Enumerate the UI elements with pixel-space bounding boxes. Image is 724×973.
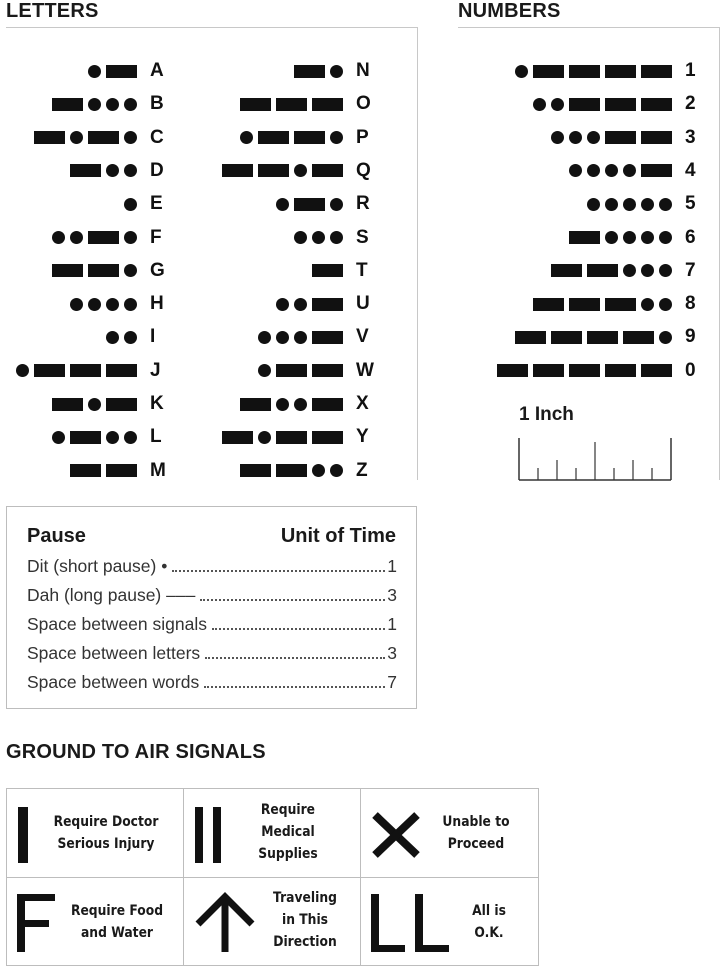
morse-char: 9 bbox=[685, 326, 696, 348]
morse-char: M bbox=[150, 459, 166, 481]
signal-text: Traveling in This Direction bbox=[273, 890, 337, 950]
morse-char: J bbox=[150, 359, 161, 381]
morse-char: W bbox=[356, 359, 374, 381]
morse-code bbox=[452, 264, 672, 278]
morse-dash bbox=[605, 364, 636, 377]
morse-char: A bbox=[150, 60, 164, 81]
morse-code bbox=[452, 164, 672, 178]
signal-cell-traveling bbox=[184, 878, 361, 966]
morse-dot bbox=[551, 98, 564, 111]
morse-char: R bbox=[356, 193, 370, 215]
morse-dot bbox=[605, 198, 618, 211]
morse-dot bbox=[515, 65, 528, 78]
morse-code bbox=[452, 330, 672, 344]
morse-dash bbox=[533, 364, 564, 377]
signal-cell-doctor bbox=[7, 789, 184, 878]
morse-dash bbox=[641, 131, 672, 144]
morse-char: 7 bbox=[685, 259, 696, 281]
morse-dash bbox=[605, 98, 636, 111]
morse-dot bbox=[294, 398, 307, 411]
morse-char: 0 bbox=[685, 359, 696, 381]
morse-dash bbox=[312, 398, 343, 411]
double-bar-icon bbox=[192, 807, 224, 863]
morse-code bbox=[452, 64, 672, 78]
morse-dot bbox=[623, 264, 636, 277]
letters-top-border bbox=[6, 27, 418, 28]
signal-cell-unable bbox=[361, 789, 538, 878]
morse-char: G bbox=[150, 259, 165, 281]
morse-dash bbox=[641, 364, 672, 377]
numbers-heading: NUMBERS bbox=[458, 0, 561, 22]
morse-char: D bbox=[150, 159, 164, 181]
morse-char: C bbox=[150, 126, 164, 148]
morse-code bbox=[123, 430, 343, 444]
morse-dot bbox=[623, 231, 636, 244]
morse-dot bbox=[587, 164, 600, 177]
morse-dot bbox=[587, 198, 600, 211]
morse-dot bbox=[605, 164, 618, 177]
morse-char: H bbox=[150, 293, 164, 315]
morse-dot bbox=[605, 231, 618, 244]
morse-dash bbox=[276, 431, 307, 444]
morse-char: N bbox=[356, 60, 370, 81]
morse-char: 2 bbox=[685, 93, 696, 115]
signals-grid bbox=[6, 788, 539, 966]
morse-dot bbox=[659, 264, 672, 277]
pause-label: Space between words bbox=[27, 672, 200, 692]
ground-to-air-heading: GROUND TO AIR SIGNALS bbox=[6, 741, 266, 763]
morse-row-8 bbox=[0, 292, 724, 316]
morse-code bbox=[123, 464, 343, 478]
single-bar-icon bbox=[15, 807, 31, 863]
morse-dot bbox=[533, 98, 546, 111]
morse-dot bbox=[641, 264, 654, 277]
morse-row-1 bbox=[0, 59, 724, 83]
x-cross-icon bbox=[371, 811, 421, 859]
morse-dot bbox=[587, 131, 600, 144]
numbers-top-border bbox=[458, 27, 720, 28]
letters-heading: LETTERS bbox=[6, 0, 99, 22]
morse-code bbox=[452, 231, 672, 245]
morse-dash bbox=[240, 464, 271, 477]
morse-char: O bbox=[356, 93, 371, 115]
pause-column-header: Pause bbox=[27, 525, 86, 547]
morse-dash bbox=[569, 231, 600, 244]
morse-code bbox=[452, 297, 672, 311]
signal-text: All is O.K. bbox=[472, 903, 506, 941]
morse-dot bbox=[641, 198, 654, 211]
morse-dot bbox=[659, 298, 672, 311]
pause-label: Dit (short pause) • bbox=[27, 556, 168, 576]
morse-char: L bbox=[150, 426, 162, 448]
morse-char: T bbox=[356, 259, 368, 281]
morse-dash bbox=[641, 98, 672, 111]
morse-dash bbox=[605, 131, 636, 144]
morse-dash bbox=[276, 464, 307, 477]
morse-dash bbox=[605, 298, 636, 311]
morse-code bbox=[452, 197, 672, 211]
ruler-label: 1 Inch bbox=[519, 404, 574, 425]
morse-char: Q bbox=[356, 159, 371, 181]
morse-char: Z bbox=[356, 459, 368, 481]
morse-dash bbox=[497, 364, 528, 377]
morse-code bbox=[452, 364, 672, 378]
morse-dash bbox=[533, 298, 564, 311]
signal-text: Require Food and Water bbox=[70, 903, 164, 941]
morse-dash bbox=[587, 331, 618, 344]
morse-dash bbox=[587, 264, 618, 277]
morse-char: K bbox=[150, 393, 164, 414]
morse-char: 3 bbox=[685, 126, 696, 148]
morse-char: U bbox=[356, 293, 370, 315]
morse-dash bbox=[641, 164, 672, 177]
morse-row-4 bbox=[0, 159, 724, 183]
morse-char: X bbox=[356, 393, 369, 414]
f-letter-icon bbox=[15, 894, 57, 952]
morse-dash bbox=[551, 331, 582, 344]
morse-dash bbox=[623, 331, 654, 344]
morse-dot bbox=[641, 231, 654, 244]
pause-row bbox=[27, 640, 397, 664]
morse-char: 6 bbox=[685, 226, 696, 248]
morse-dot bbox=[569, 164, 582, 177]
morse-char: 4 bbox=[685, 159, 696, 181]
morse-row-2 bbox=[0, 92, 724, 116]
morse-char: I bbox=[150, 326, 156, 348]
morse-dot bbox=[258, 431, 271, 444]
pause-label: Space between letters bbox=[27, 643, 201, 663]
morse-dash bbox=[312, 431, 343, 444]
up-arrow-icon bbox=[194, 892, 256, 954]
morse-row-3 bbox=[0, 126, 724, 150]
morse-dot bbox=[641, 298, 654, 311]
pause-row bbox=[27, 582, 397, 606]
unit-column-header: Unit of Time bbox=[280, 525, 396, 547]
morse-dot bbox=[312, 464, 325, 477]
morse-char: V bbox=[356, 326, 369, 348]
morse-char: B bbox=[150, 93, 164, 115]
pause-value: 7 bbox=[387, 672, 397, 692]
morse-row-6 bbox=[0, 226, 724, 250]
pause-table bbox=[6, 506, 417, 709]
morse-dash bbox=[533, 65, 564, 78]
morse-dash bbox=[569, 65, 600, 78]
morse-dash bbox=[222, 431, 253, 444]
signal-cell-ok bbox=[361, 878, 538, 966]
morse-dash bbox=[569, 364, 600, 377]
morse-char: F bbox=[150, 226, 162, 248]
morse-code bbox=[123, 397, 343, 411]
signal-text: Unable to Proceed bbox=[442, 814, 510, 852]
morse-dot bbox=[330, 464, 343, 477]
pause-value: 1 bbox=[387, 556, 397, 576]
pause-row bbox=[27, 553, 397, 577]
morse-dot bbox=[551, 131, 564, 144]
morse-row-0 bbox=[0, 359, 724, 383]
morse-char: E bbox=[150, 193, 163, 215]
morse-dash bbox=[641, 65, 672, 78]
morse-char: Y bbox=[356, 426, 369, 448]
morse-dot bbox=[623, 164, 636, 177]
morse-dash bbox=[515, 331, 546, 344]
morse-row-x bbox=[0, 392, 724, 416]
morse-code bbox=[452, 97, 672, 111]
morse-dot bbox=[659, 198, 672, 211]
morse-char: 8 bbox=[685, 293, 696, 315]
morse-dot bbox=[276, 398, 289, 411]
double-l-icon bbox=[369, 894, 459, 952]
morse-char: 5 bbox=[685, 193, 696, 215]
morse-char: S bbox=[356, 226, 369, 248]
morse-char: P bbox=[356, 126, 369, 148]
pause-label: Space between signals bbox=[27, 614, 207, 634]
pause-value: 1 bbox=[387, 614, 397, 634]
morse-dash bbox=[569, 98, 600, 111]
pause-row bbox=[27, 611, 397, 635]
morse-char: 1 bbox=[685, 60, 696, 81]
morse-dash bbox=[605, 65, 636, 78]
pause-label: Dah (long pause) ––– bbox=[27, 585, 196, 605]
pause-value: 3 bbox=[387, 643, 397, 663]
morse-row-9 bbox=[0, 325, 724, 349]
signal-cell-food bbox=[7, 878, 184, 966]
morse-row-7 bbox=[0, 259, 724, 283]
morse-dot bbox=[659, 231, 672, 244]
morse-row-5 bbox=[0, 192, 724, 216]
ruler-icon bbox=[517, 434, 675, 482]
signal-cell-medical bbox=[184, 789, 361, 878]
morse-dot bbox=[569, 131, 582, 144]
morse-code bbox=[452, 131, 672, 145]
pause-row bbox=[27, 669, 397, 693]
signal-text: Require Medical Supplies bbox=[258, 802, 318, 862]
morse-dash bbox=[551, 264, 582, 277]
morse-dash bbox=[569, 298, 600, 311]
morse-dash bbox=[240, 398, 271, 411]
morse-dot bbox=[659, 331, 672, 344]
morse-dot bbox=[623, 198, 636, 211]
pause-value: 3 bbox=[387, 585, 397, 605]
signal-text: Require Doctor Serious Injury bbox=[53, 814, 159, 852]
